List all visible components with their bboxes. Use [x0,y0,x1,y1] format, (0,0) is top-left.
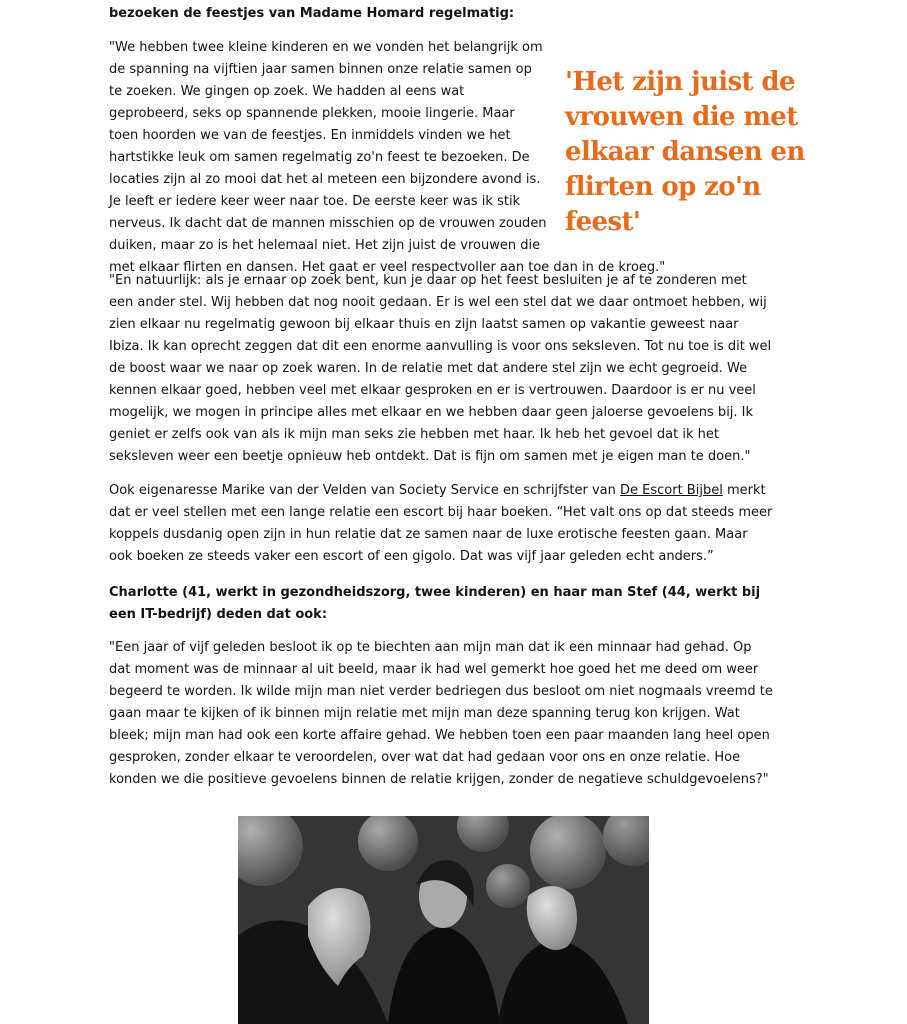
escort-bijbel-link[interactable]: De Escort Bijbel [620,483,723,498]
quote-paragraph-2: "En natuurlijk: als je ernaar op zoek bent, kun je daar op het feest besluiten je af te zonderen met een ander stel. Wij hebben dat nog nooit gedaan. Er is wel een stel dat we daar ontmoet hebben, wij zien elkaar nu regelmatig gewoon bij elkaar thuis en zijn laatst samen op vakantie geweest naar Ibiza. Ik kan oprecht zeggen dat dit een enorme aanvulling is voor ons seksleven. Tot nu toe is dit wel de boost waar we naar op zoek waren. In de relatie met dat andere stel zijn we echt gegroeid. We kennen elkaar goed, hebben veel met elkaar gesproken en er is vertrouwen. Daardoor is er nu veel mogelijk, we mogen in principe alles met elkaar en we hebben daar geen jaloerse gevoelens bij. Ik geniet er zelfs ook van als ik mijn man seks zie hebben met haar. Ik heb het gevoel dat ik het seksleven weer een beetje opnieuw heb ontdekt. Dat is fijn om samen met je eigen man te doen." [109,273,772,464]
marike-paragraph [109,480,773,568]
quote-paragraph-1: "We hebben twee kleine kinderen en we vonden het belangrijk om de spanning na vijftien jaar samen binnen onze relatie samen op te zoeken. We gingen op zoek. We hadden al eens wat geprobeerd, seks op spannende plekken, mooie lingerie. Maar toen hoorden we van de feestjes. En inmiddels vinden we het hartstikke leuk om samen regelmatig zo'n feest te bezoeken. De locaties zijn al zo mooi dat het al meteen een bijzondere avond is. Je leeft er iedere keer weer naar toe. De eerste keer was ik stik nerveus. Ik dacht dat de mannen misschien op de vrouwen zouden duiken, maar zo is het helemaal niet. Het zijn juist de vrouwen die met elkaar flirten en dansen. Het gaat er veel respectvoller aan toe dan in de kroeg." [109,40,666,275]
party-photo [238,816,649,1024]
quote-paragraph-3: "Een jaar of vijf geleden besloot ik op te biechten aan mijn man dat ik een minnaar had gehad. Op dat moment was de minnaar al uit beeld, maar ik had wel gemerkt hoe goed het me deed om weer begeerd te worden. Ik wilde mijn man niet verder bedriegen dus besloot om niet nogmaals vreemd te gaan maar te kijken of ik binnen mijn relatie met mijn man deze spanning terug kon krijgen. Wat bleek; mijn man had ook een korte affaire gehad. We hebben toen een paar maanden lang heel open gesproken, zonder elkaar te veroordelen, over wat dat had gedaan voor ons en onze relatie. Hoe konden we die positieve gevoelens binnen de relatie krijgen, zonder de negatieve schuldgevoelens?" [109,640,773,787]
intro-line: bezoeken de feestjes van Madame Homard regelmatig: [109,6,515,21]
marike-text-after: merkt dat er veel stellen met een lange relatie een escort bij haar boeken. “Het valt ons op dat steeds meer koppels dusdanig open zijn in hun relatie dat ze samen naar de luxe erotische feesten gaan. Maar ook boeken ze steeds vaker een escort of een gigolo. Dat was vijf jaar geleden echt anders.” [109,483,773,564]
quote-block-1 [109,37,805,279]
party-photo-illustration [238,816,649,1024]
pull-quote: 'Het zijn juist de vrouwen die met elkaar dansen en flirten op zo'n feest' [565,67,805,237]
marike-text-before: Ook eigenaresse Marike van der Velden van Society Service en schrijfster van [109,483,620,498]
charlotte-heading: Charlotte (41, werkt in gezondheidszorg, twee kinderen) en haar man Stef (44, werkt bij een IT-bedrijf) deden dat ook: [109,585,761,622]
